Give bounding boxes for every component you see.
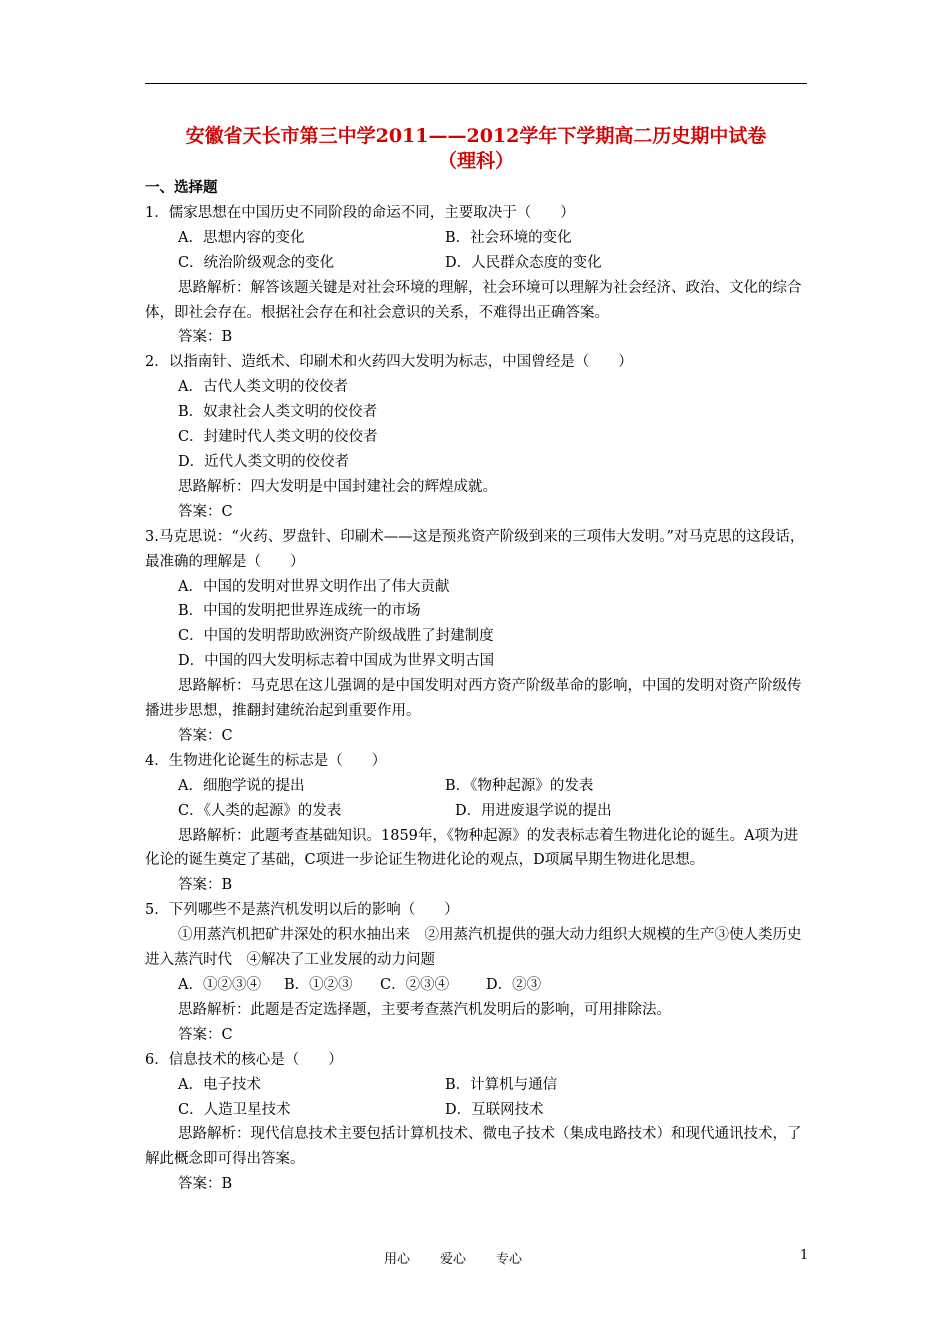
question-1-options-row-2 (145, 251, 807, 276)
option-d: D．中国的四大发明标志着中国成为世界文明古国 (178, 653, 495, 670)
section-heading: 一、选择题 (145, 179, 218, 196)
question-6-analysis: 思路解析：现代信息技术主要包括计算机技术、微电子技术（集成电路技术）和现代通讯技术，了解此概念即可得出答案。 (145, 1126, 802, 1168)
option-b: B．《物种起源》的发表 (445, 777, 594, 794)
question-4-options-row-2 (145, 799, 807, 824)
option-c: C．人造卫星技术 (178, 1101, 291, 1118)
question-1-answer: 答案：B (178, 329, 233, 346)
question-1-options-row-1 (145, 226, 807, 251)
question-6-stem: 6．信息技术的核心是（ ） (145, 1051, 343, 1068)
header-rule (145, 83, 807, 84)
question-3-stem: 3.马克思说：“火药、罗盘针、印刷术——这是预兆资产阶级到来的三项伟大发明。”对马克思的这段话，最准确的理解是（ ） (145, 528, 805, 570)
footer-motto (384, 1248, 552, 1267)
option-d: D．用进废退学说的提出 (455, 802, 612, 819)
question-1-analysis: 思路解析：解答该题关键是对社会环境的理解，社会环境可以理解为社会经济、政治、文化的综合体，即社会存在。根据社会存在和社会意识的关系，不难得出正确答案。 (145, 279, 802, 321)
question-5-stem: 5．下列哪些不是蒸汽机发明以后的影响（ ） (145, 902, 459, 919)
option-a: A．①②③④ (178, 977, 261, 993)
question-5-answer: 答案：C (178, 1026, 233, 1043)
question-4-stem: 4．生物进化论诞生的标志是（ ） (145, 752, 387, 769)
page-number: 1 (800, 1248, 809, 1263)
option-c: C．中国的发明帮助欧洲资产阶级战胜了封建制度 (178, 628, 494, 645)
footer-word-1: 用心 (384, 1252, 411, 1267)
question-6-options-row-1 (145, 1073, 807, 1098)
question-3-answer: 答案：C (178, 727, 233, 744)
title-line-1: 安徽省天长市第三中学2011——2012学年下学期高二历史期中试卷 (185, 125, 767, 147)
option-b: B．奴隶社会人类文明的佼佼者 (178, 404, 378, 421)
title-line-2: （理科） (437, 150, 514, 172)
option-d: D．互联网技术 (445, 1101, 544, 1118)
option-b: B．计算机与通信 (445, 1076, 558, 1093)
question-4-analysis: 思路解析：此题考查基础知识。1859年，《物种起源》的发表标志着生物进化论的诞生。A项为进化论的诞生奠定了基础，C项进一步论证生物进化论的观点，D项属早期生物进化思想。 (145, 827, 799, 869)
option-c: C．统治阶级观念的变化 (178, 254, 335, 271)
question-5-analysis: 思路解析：此题是否定选择题，主要考查蒸汽机发明后的影响，可用排除法。 (178, 1001, 671, 1018)
question-2-stem: 2．以指南针、造纸术、印刷术和火药四大发明为标志，中国曾经是（ ） (145, 354, 633, 371)
footer-word-2: 爱心 (440, 1252, 467, 1267)
option-a: A．中国的发明对世界文明作出了伟大贡献 (178, 578, 450, 595)
question-1-stem: 1．儒家思想在中国历史不同阶段的命运不同，主要取决于（ ） (145, 204, 575, 221)
option-c: C．《人类的起源》的发表 (178, 802, 342, 819)
option-a: A．电子技术 (178, 1076, 261, 1093)
question-5-items: ①用蒸汽机把矿井深处的积水抽出来 ②用蒸汽机提供的强大动力组织大规模的生产③使人类历史进入蒸汽时代 ④解决了工业发展的动力问题 (145, 927, 802, 969)
question-2-answer: 答案：C (178, 503, 233, 520)
question-2-analysis: 思路解析：四大发明是中国封建社会的辉煌成就。 (178, 478, 497, 495)
option-d: D．人民群众态度的变化 (445, 254, 602, 271)
question-4-answer: 答案：B (178, 877, 233, 894)
option-a: A．古代人类文明的佼佼者 (178, 379, 348, 396)
option-d: D．近代人类文明的佼佼者 (178, 453, 350, 470)
option-a: A．思想内容的变化 (178, 229, 305, 246)
option-d: D．②③ (486, 977, 542, 993)
option-a: A．细胞学说的提出 (178, 777, 305, 794)
option-b: B．①②③ (284, 977, 353, 993)
option-b: B．社会环境的变化 (445, 229, 572, 246)
option-c: C．封建时代人类文明的佼佼者 (178, 429, 378, 446)
question-4-options-row-1 (145, 774, 807, 799)
document-body (145, 176, 807, 1197)
option-b: B．中国的发明把世界连成统一的市场 (178, 603, 421, 620)
footer-word-3: 专心 (496, 1252, 523, 1267)
question-6-answer: 答案：B (178, 1176, 233, 1193)
question-3-analysis: 思路解析：马克思在这儿强调的是中国发明对西方资产阶级革命的影响，中国的发明对资产阶级传播进步思想，推翻封建统治起到重要作用。 (145, 678, 802, 720)
document-title (145, 124, 807, 174)
question-5-options (145, 973, 807, 998)
option-c: C．②③④ (380, 977, 450, 993)
question-6-options-row-2 (145, 1098, 807, 1123)
